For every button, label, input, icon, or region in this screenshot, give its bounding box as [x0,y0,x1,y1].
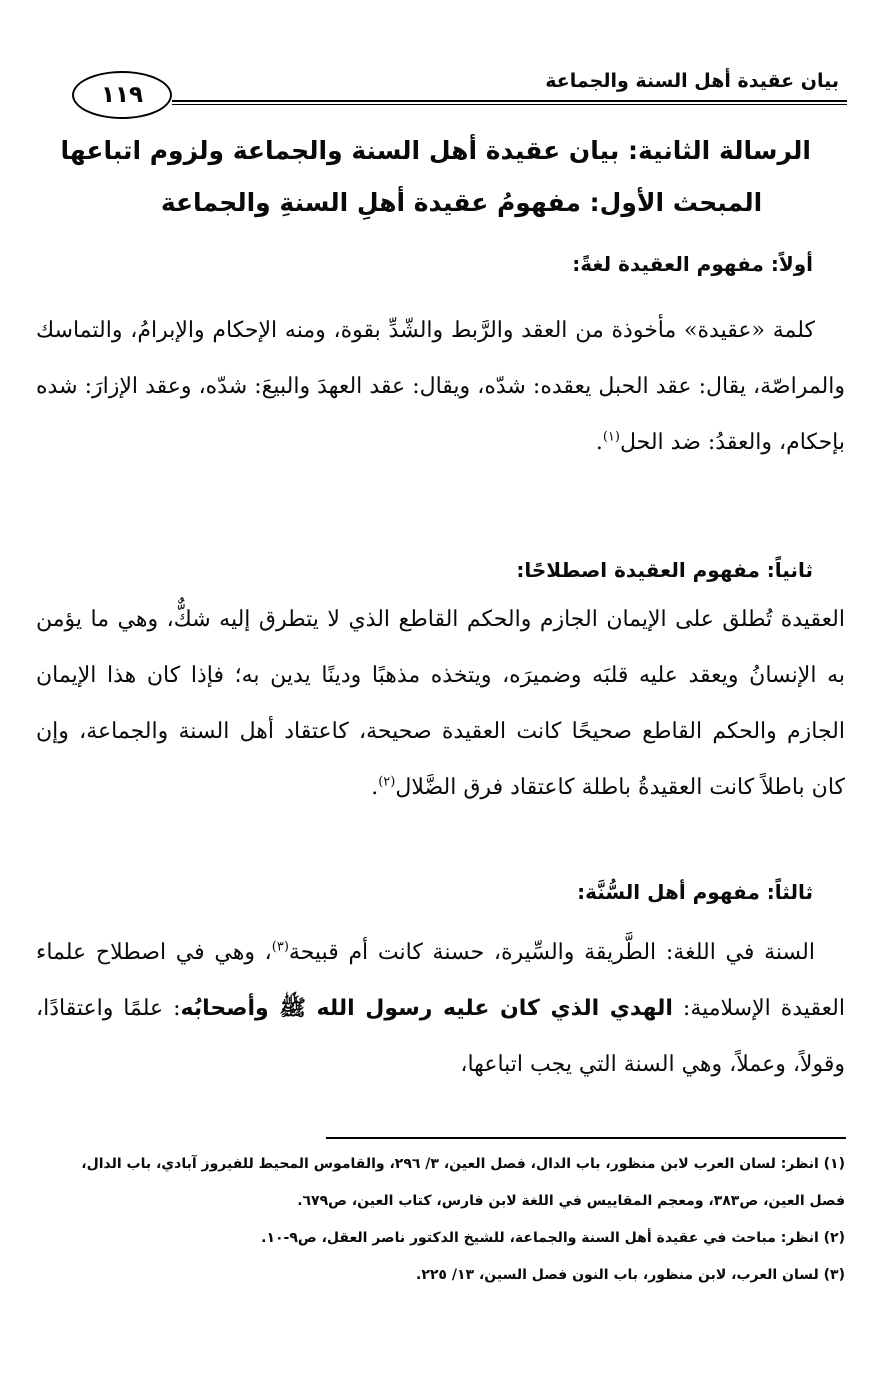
footnote-ref: (٢) [378,774,396,790]
running-title: بيان عقيدة أهل السنة والجماعة [545,70,839,92]
paragraph-end: . [595,430,603,455]
footnote-ref: (١) [602,429,620,445]
main-title: الرسالة الثانية: بيان عقيدة أهل السنة والجماعة ولزوم اتباعها [60,136,811,165]
page-number: ١١٩ [72,71,172,119]
paragraph-end: . [371,775,379,800]
paragraph-text: : علمًا واعتقادًا، وقولاً، وعملاً، وهي السنة التي يجب اتباعها، [36,996,845,1077]
header-rule-thin [172,104,847,105]
header-rule [172,100,847,102]
paragraph-text: السنة في اللغة: الطَّريقة والسِّيرة، حسنة كانت أم قبيحة [288,940,815,965]
footnotes [72,1146,845,1294]
paragraph-text: العقيدة تُطلق على الإيمان الجازم والحكم القاطع الذي لا يتطرق إليه شكٌّ، وهي ما يؤمن به الإنسانُ ويعقد عليه قلبَه وضميرَه، ويتخذه مذهبًا ودينًا يدين به؛ فإذا كان هذا الإيمان الجازم والحكم القاطع صحيحًا كانت العقيدة صحيحة، كاعتقاد أهل السنة والجماعة، وإن كان باطلاً كانت العقيدةُ باطلة كاعتقاد فرق الضَّلال [36,607,845,800]
paragraph-sunnah [36,925,845,1093]
paragraph-text: ، وهي في اصطلاح علماء العقيدة الإسلامية: [36,940,845,1021]
section-title: المبحث الأول: مفهومُ عقيدة أهلِ السنةِ والجماعة [160,188,763,217]
footnote: (٢) انظر: مباحث في عقيدة أهل السنة والجماعة، للشيخ الدكتور ناصر العقل، ص٩-١٠. [261,1230,845,1246]
page-header [72,62,847,120]
paragraph-linguistic [36,303,845,471]
paragraph-terminological [36,592,845,816]
footnote-ref: (٣) [271,939,289,955]
footnote: (٣) لسان العرب، لابن منظور، باب النون فصل السين، ١٣/ ٢٢٥. [416,1267,845,1283]
heading-linguistic: أولاً: مفهوم العقيدة لغةً: [572,252,813,276]
footnote-rule [326,1137,846,1139]
paragraph-text: كلمة «عقيدة» مأخوذة من العقد والرَّبط والشّدِّ بقوة، ومنه الإحكام والإبرامُ، والتماسك والمراصّة، يقال: عقد الحبل يعقده: شدّه، ويقال: عقد العهدَ والبيعَ: شدّه، وعقد الإزارَ: شده بإحكام، والعقدُ: ضد الحل [36,318,845,455]
heading-terminological: ثانياً: مفهوم العقيدة اصطلاحًا: [516,558,813,582]
footnote: (١) انظر: لسان العرب لابن منظور، باب الدال، فصل العين، ٣/ ٢٩٦، والقاموس المحيط للفيروز آبادي، باب الدال، فصل العين، ص٣٨٣، ومعجم المقاييس في اللغة لابن فارس، كتاب العين، ص٦٧٩. [81,1156,845,1209]
heading-sunnah: ثالثاً: مفهوم أهل السُّنَّة: [577,880,813,904]
bold-definition: الهدي الذي كان عليه رسول الله ﷺ وأصحابُه [180,996,673,1021]
